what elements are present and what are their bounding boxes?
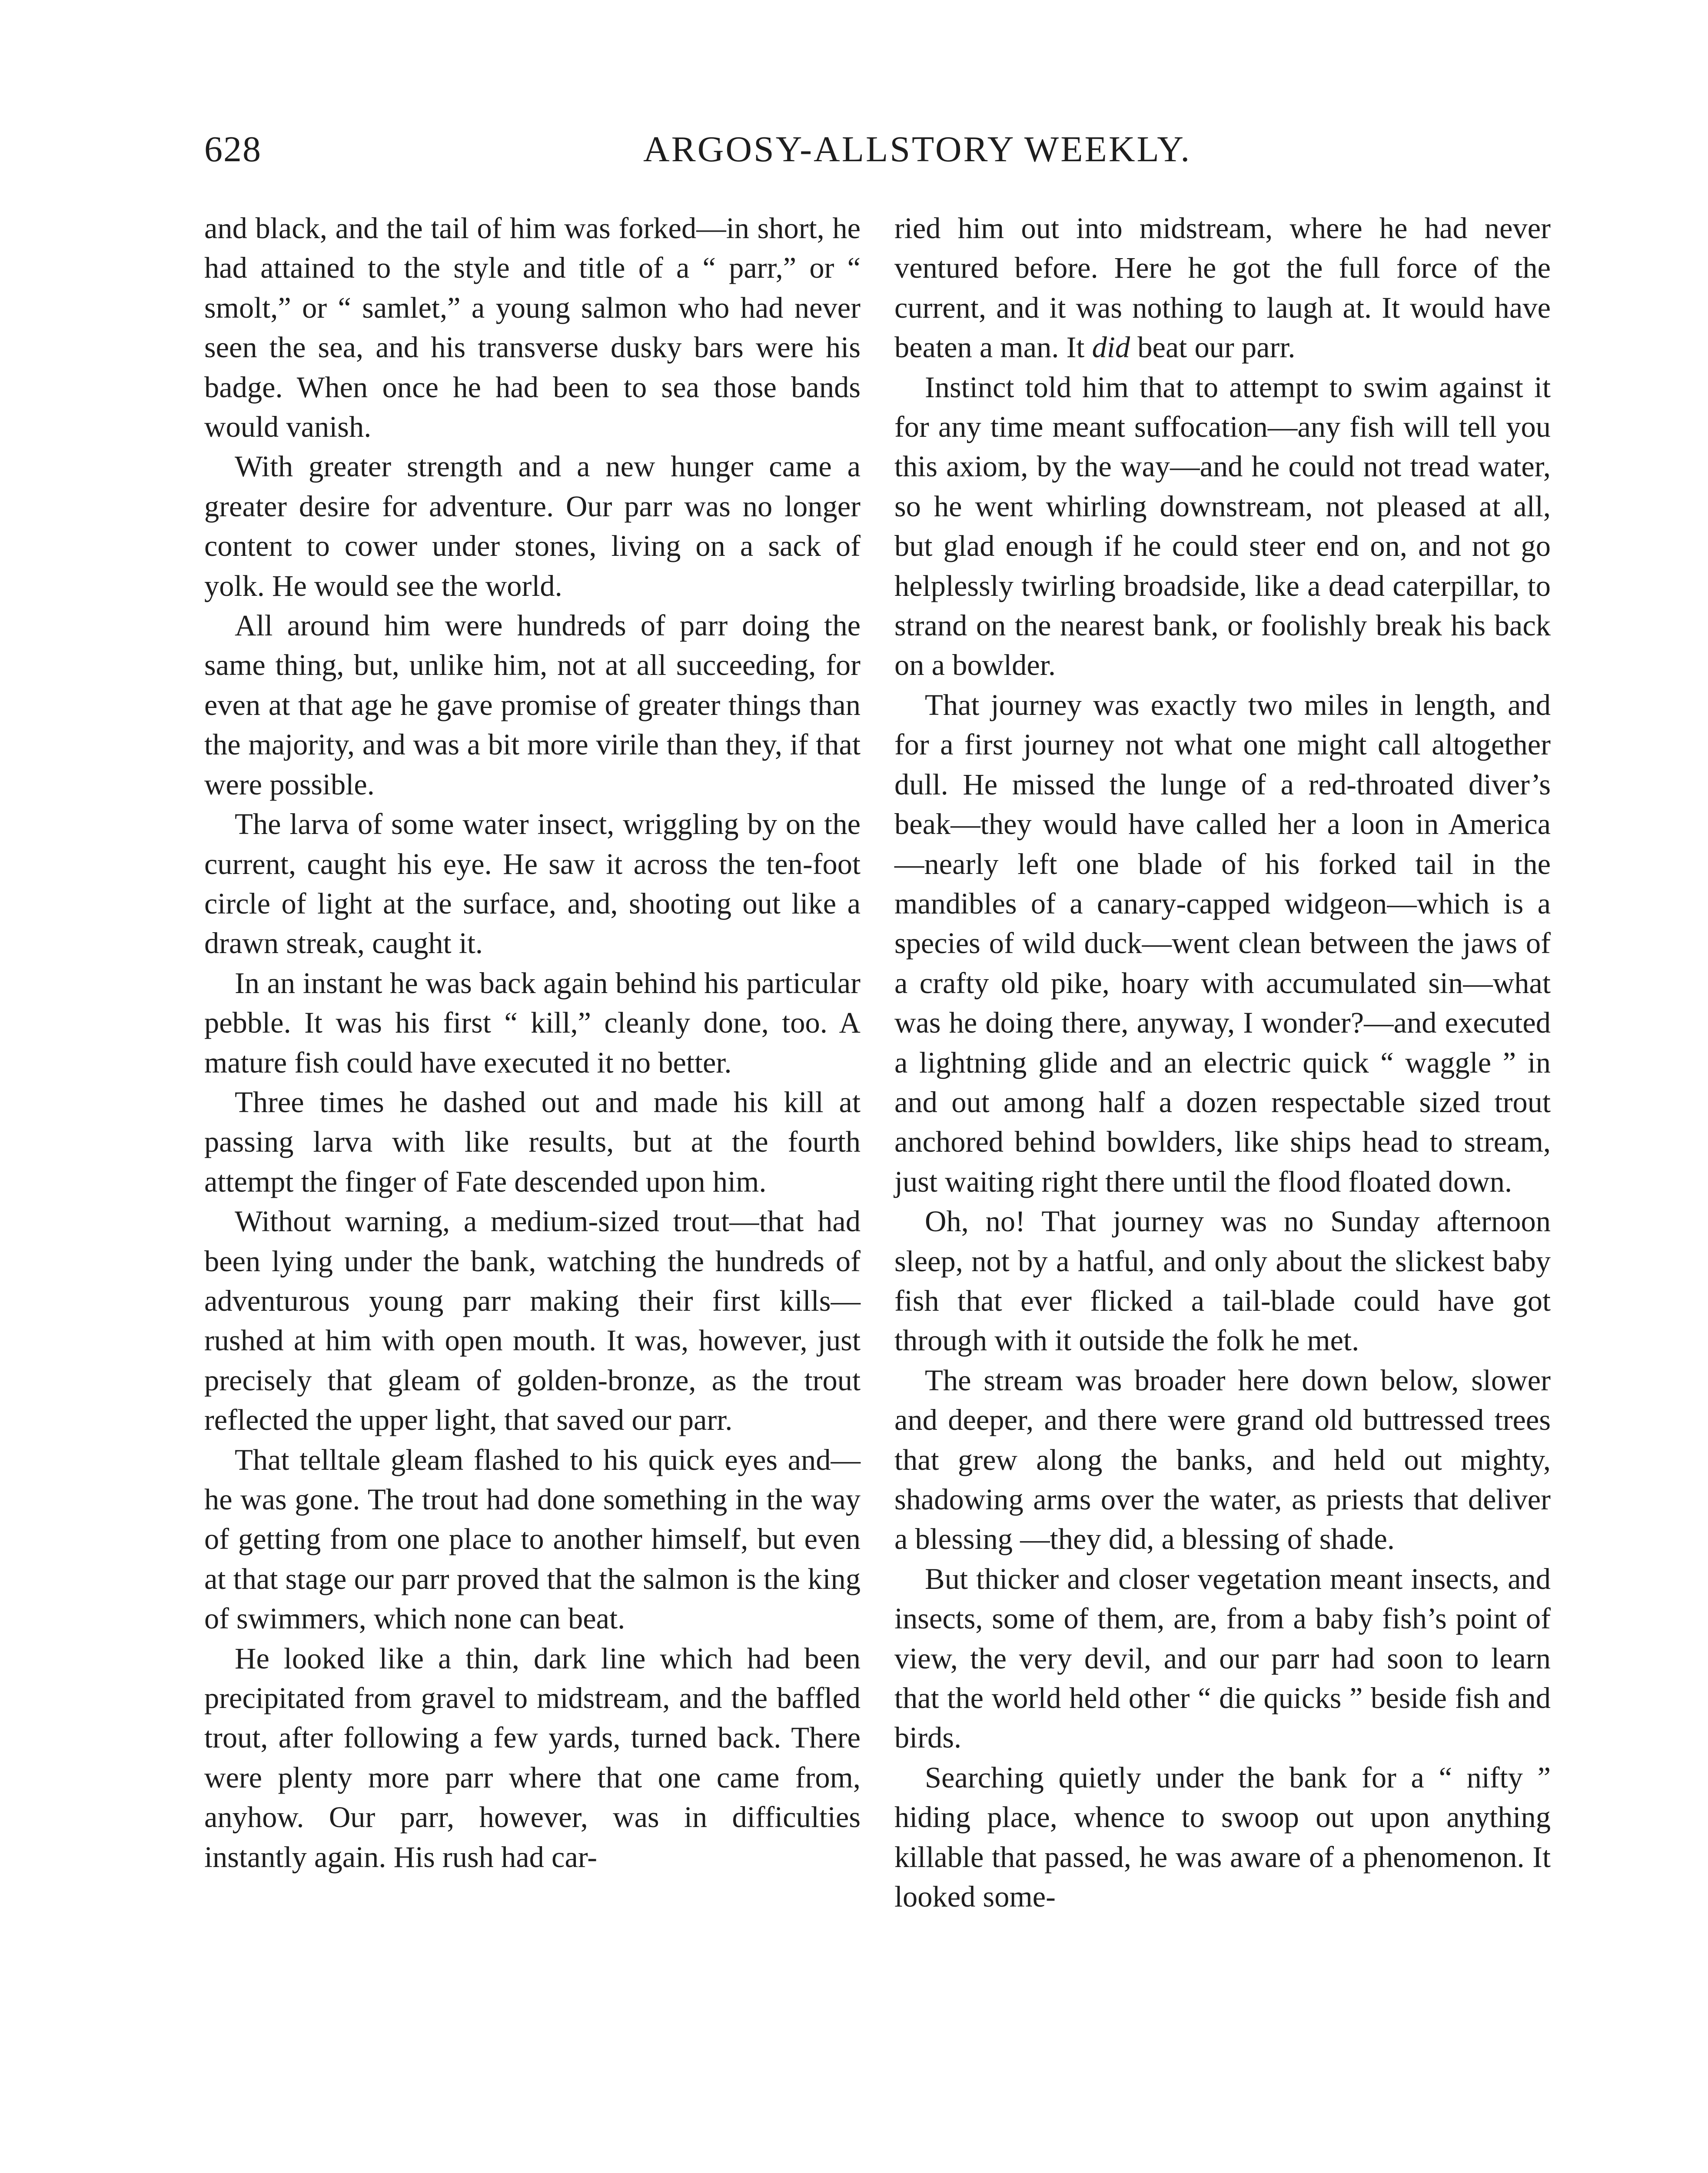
page-number: 628 (204, 129, 262, 169)
paragraph-text: But thicker and closer vegetation meant insects, and insects, some of them, are, from a baby fish’s point of view, the very devil, and our parr had soon to learn that the world held other “ die quicks ” beside fish and birds. (894, 1562, 1551, 1754)
paragraph-text: That journey was exactly two miles in length, and for a first journey not what one might call altogether dull. He missed the lunge of a red-throated diver’s beak—they would have called her a loon in America—nearly left one blade of his forked tail in the mandibles of a canary-capped widgeon—which is a species of wild duck—went clean between the jaws of a crafty old pike, hoary with accumulated sin—what was he doing there, anyway, I wonder?—and executed a lightning glide and an electric quick “ waggle ” in and out among half a dozen respectable sized trout anchored behind bowlders, like ships head to stream, just waiting right there until the flood floated down. (894, 688, 1551, 1198)
paragraph-text: That telltale gleam flashed to his quick eyes and—he was gone. The trout had done something in the way of getting from one place to another himself, but even at that stage our parr proved that the salmon is the king of swimmers, which none can beat. (204, 1443, 861, 1635)
running-title: ARGOSY-ALLSTORY WEEKLY. (643, 129, 1192, 169)
paragraph (894, 1758, 1551, 1917)
italic-text: did (1092, 331, 1130, 364)
paragraph-text: The stream was broader here down below, slower and deeper, and there were grand old buttressed trees that grew along the banks, and held out mighty, shadowing arms over the water, as priests that deliver a blessing —they did, a blessing of shade. (894, 1363, 1551, 1556)
paragraph (204, 964, 861, 1083)
paragraph (894, 1559, 1551, 1758)
paragraph (894, 368, 1551, 685)
paragraph-text: With greater strength and a new hunger came a greater desire for adventure. Our parr was no longer content to cower under stones, living on a sack of yolk. He would see the world. (204, 450, 861, 602)
left-column (204, 209, 861, 1877)
paragraph-text: Oh, no! That journey was no Sunday afternoon sleep, not by a hatful, and only about the slickest baby fish that ever flicked a tail-blade could have got through with it outside the folk he met. (894, 1205, 1551, 1357)
paragraph (894, 209, 1551, 368)
paragraph-text: and black, and the tail of him was forked—in short, he had attained to the style and title of a “ parr,” or “ smolt,” or “ samlet,” a young salmon who had never seen the sea, and his transverse dusky bars were his badge. When once he had been to sea those bands would vanish. (204, 212, 861, 444)
paragraph (894, 1202, 1551, 1361)
paragraph (894, 685, 1551, 1202)
paragraph (204, 209, 861, 447)
paragraph (204, 1440, 861, 1639)
paragraph (204, 1202, 861, 1440)
paragraph-text: Instinct told him that to attempt to swim against it for any time meant suffocation—any fish will tell you this axiom, by the way—and he could not tread water, so he went whirling downstream, not pleased at all, but glad enough if he could steer end on, and not go helplessly twirling broadside, like a dead caterpillar, to strand on the nearest bank, or foolishly break his back on a bowlder. (894, 370, 1551, 682)
paragraph-text: In an instant he was back again behind his particular pebble. It was his first “ kill,” cleanly done, too. A mature fish could have executed it no better. (204, 966, 861, 1079)
right-column (894, 209, 1551, 1917)
paragraph-text: ried him out into midstream, where he had never ventured before. Here he got the full force of the current, and it was nothing to laugh at. It would have beaten a man. It (894, 212, 1551, 364)
paragraph-text: All around him were hundreds of parr doing the same thing, but, unlike him, not at all succeeding, for even at that age he gave promise of greater things than the majority, and was a bit more virile than they, if that were possible. (204, 609, 861, 801)
paragraph (204, 804, 861, 964)
paragraph (204, 606, 861, 804)
paragraph (204, 447, 861, 606)
paragraph-text: The larva of some water insect, wriggling by on the current, caught his eye. He saw it across the ten-foot circle of light at the surface, and, shooting out like a drawn streak, caught it. (204, 807, 861, 960)
paragraph-text: Three times he dashed out and made his kill at passing larva with like results, but at the fourth attempt the finger of Fate descended upon him. (204, 1085, 861, 1198)
paragraph (204, 1639, 861, 1877)
page-header (204, 128, 1573, 193)
paragraph-text: beat our parr. (1130, 331, 1296, 364)
paragraph-text: Searching quietly under the bank for a “ nifty ” hiding place, whence to swoop out upon anything killable that passed, he was aware of a phenomenon. It looked some- (894, 1761, 1551, 1914)
paragraph-text: He looked like a thin, dark line which had been precipitated from gravel to midstream, and the baffled trout, after following a few yards, turned back. There were plenty more parr where that one came from, anyhow. Our parr, however, was in difficulties instantly again. His rush had car- (204, 1641, 861, 1874)
paragraph (204, 1083, 861, 1202)
paragraph (894, 1361, 1551, 1559)
paragraph-text: Without warning, a medium-sized trout—that had been lying under the bank, watching the hundreds of adventurous young parr making their first kills—rushed at him with open mouth. It was, however, just precisely that gleam of golden-bronze, as the trout reflected the upper light, that saved our parr. (204, 1205, 861, 1437)
